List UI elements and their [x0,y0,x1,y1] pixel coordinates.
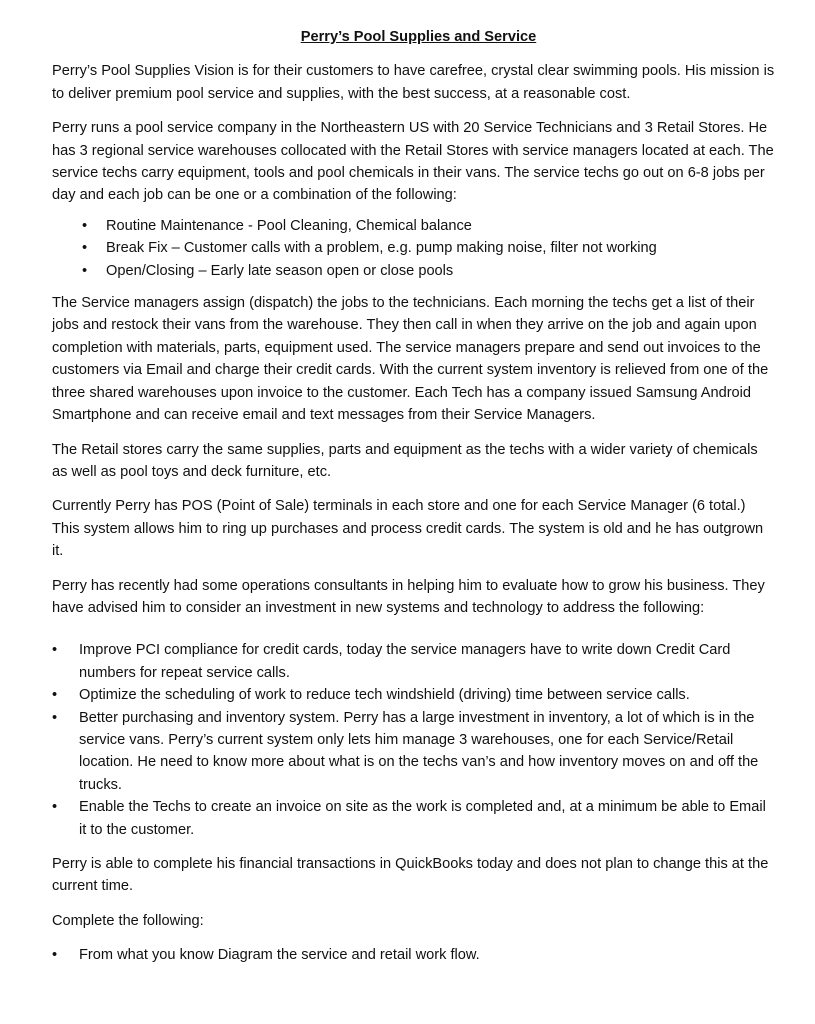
tasks-list [52,944,775,966]
goals-list [52,639,775,841]
page-title: Perry’s Pool Supplies and Service [300,29,537,45]
list-item: • Open/Closing – Early late season open or close pools [82,260,775,282]
quickbooks-paragraph: Perry is able to complete his financial transactions in QuickBooks today and does not plan to change this at the current time. [52,856,769,895]
job-types-list [52,215,775,282]
list-item: • Enable the Techs to create an invoice on site as the work is completed and, at a minimum be able to Email it to the customer. [52,796,775,841]
list-item: • Better purchasing and inventory system. Perry has a large investment in inventory, a lot of which is in the service vans. Perry’s current system only lets him manage 3 warehouses, one for each Service/Retail location. He need to know more about what is on the techs van’s and how inventory moves on and off the trucks. [52,707,775,797]
list-item: • Improve PCI compliance for credit cards, today the service managers have to write down Credit Card numbers for repeat service calls. [52,639,775,684]
list-item: • Break Fix – Customer calls with a problem, e.g. pump making noise, filter not working [82,237,775,259]
list-item: • From what you know Diagram the service and retail work flow. [52,944,775,966]
list-item: • Optimize the scheduling of work to reduce tech windshield (driving) time between service calls. [52,684,775,706]
pos-paragraph: Currently Perry has POS (Point of Sale) terminals in each store and one for each Service Manager (6 total.) This system allows him to ring up purchases and process credit cards. The system is old and he has outgrown it. [52,498,764,560]
retail-paragraph: The Retail stores carry the same supplies, parts and equipment as the techs with a wider variety of chemicals as well as pool toys and deck furniture, etc. [52,441,758,480]
consultants-paragraph: Perry has recently had some operations consultants in helping him to evaluate how to grow his business. They have advised him to consider an investment in new systems and technology to address the following: [52,577,765,616]
complete-paragraph: Complete the following: [52,912,204,929]
dispatch-paragraph: The Service managers assign (dispatch) the jobs to the technicians. Each morning the techs get a list of their jobs and restock their vans from the warehouse. They then call in when they arrive on the job and again upon completion with materials, parts, equipment used. The service managers prepare and send out invoices to the customers via Email and charge their credit cards. With the current system inventory is relieved from one of the three shared warehouses upon invoice to the customer. Each Tech has a company issued Samsung Android Smartphone and can receive email and text messages from their Service Managers. [52,295,769,424]
vision-paragraph: Perry’s Pool Supplies Vision is for their customers to have carefree, crystal clear swimming pools. His mission is to deliver premium pool service and supplies, with the best success, at a reasonable cost. [52,63,775,102]
list-item: • Routine Maintenance - Pool Cleaning, Chemical balance [82,215,775,237]
company-paragraph: Perry runs a pool service company in the Northeastern US with 20 Service Technicians and 3 Retail Stores. He has 3 regional service warehouses collocated with the Retail Stores with service managers located at each. The service techs carry equipment, tools and pool chemicals in their vans. The service techs go out on 6-8 jobs per day and each job can be one or a combination of the following: [52,120,774,204]
